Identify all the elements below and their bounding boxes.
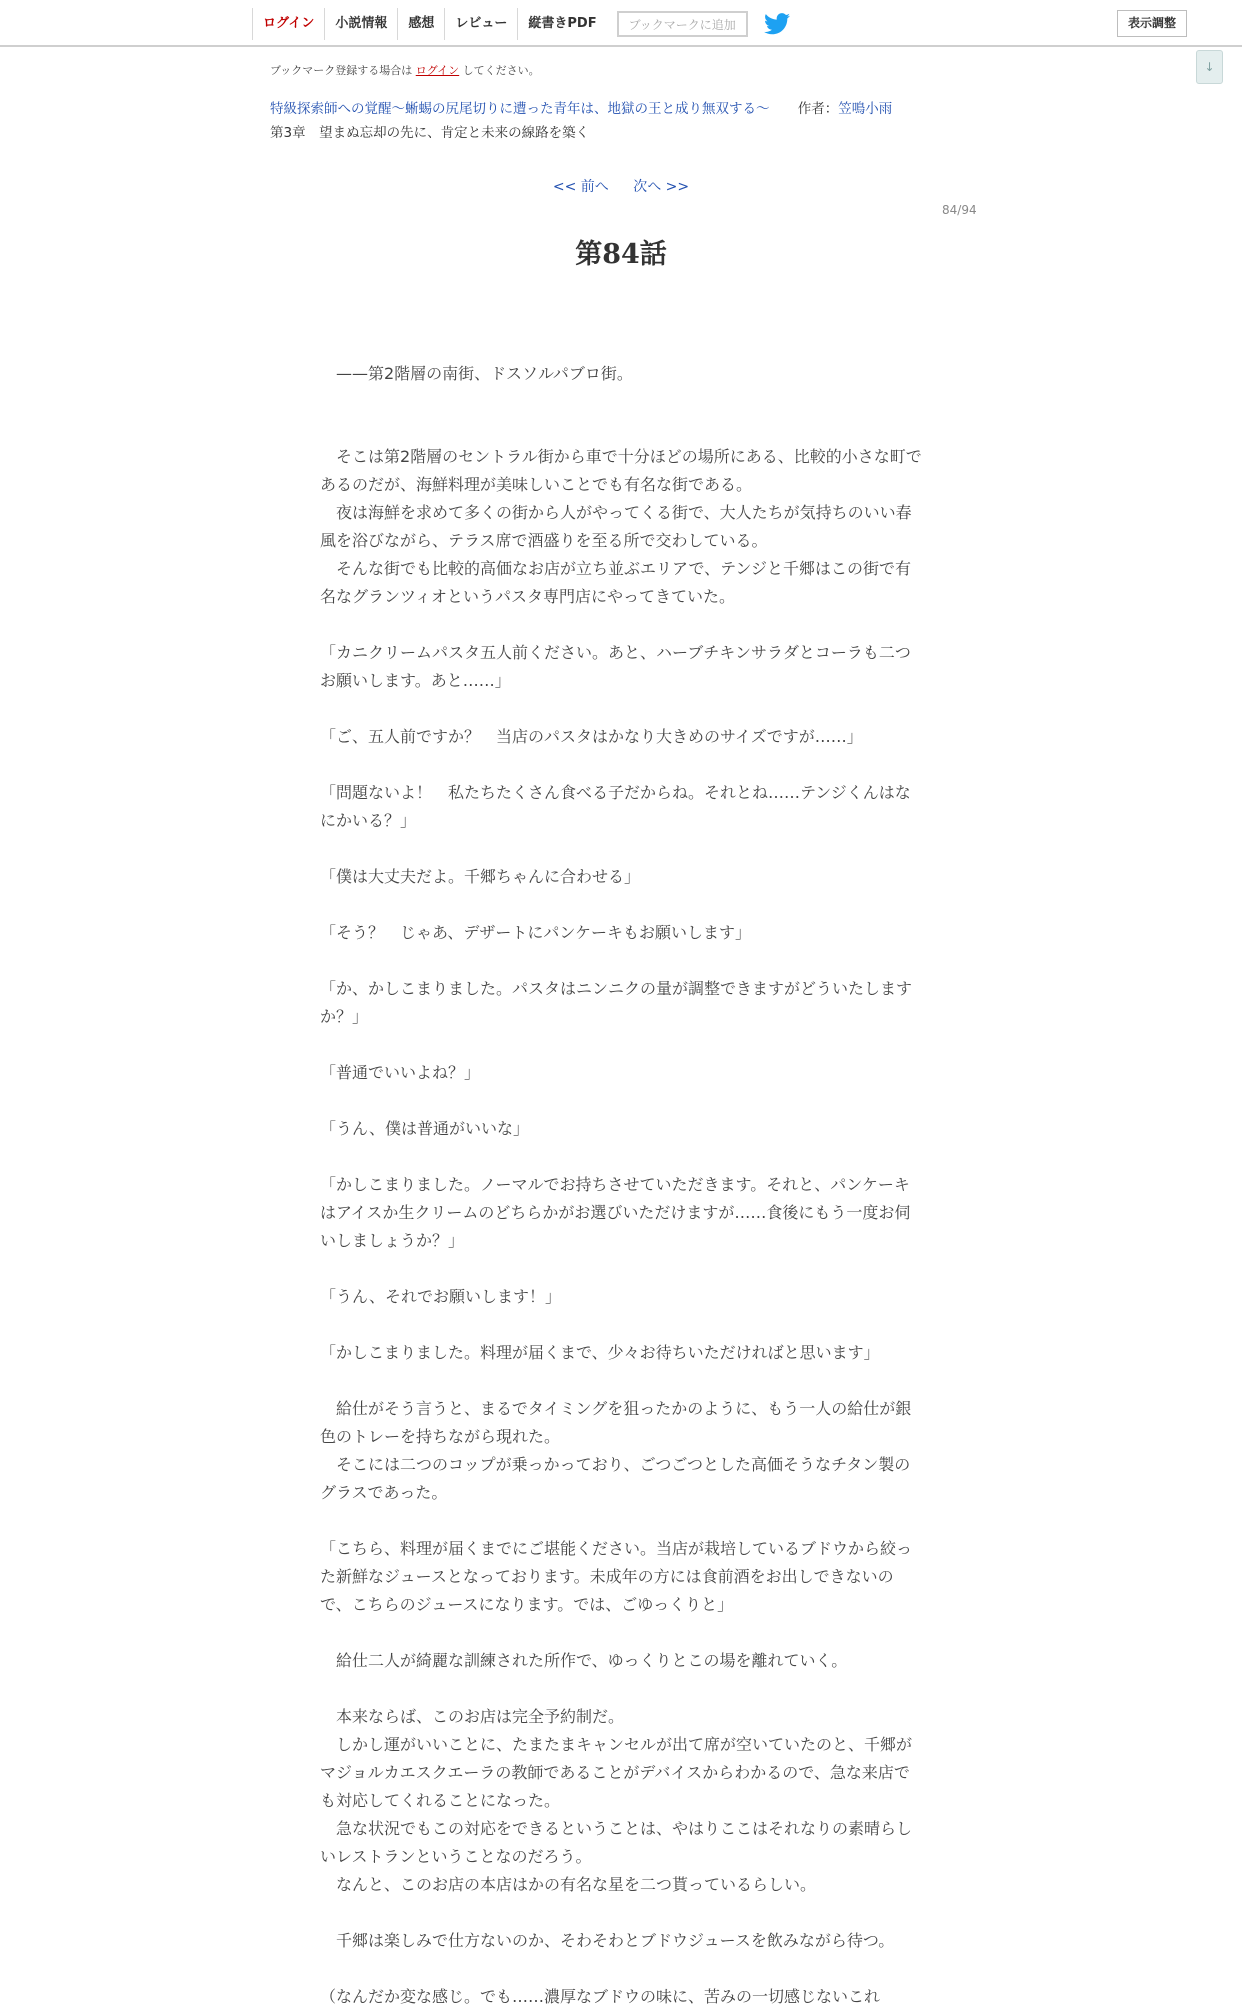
bookmark-notice-login-link[interactable]: ログイン [415, 64, 460, 77]
chapter-title: 第3章 望まぬ忘却の先に、肯定と未来の線路を築く [270, 125, 590, 141]
scroll-down-button[interactable] [1196, 50, 1223, 84]
body-line: 「か、かしこまりました。パスタはニンニクの量が調整できますがどういたします [320, 979, 913, 998]
nav-review[interactable]: レビュー [445, 8, 518, 40]
body-line: 「そう？ じゃあ、デザートにパンケーキもお願いします」 [320, 923, 752, 942]
body-line: いしましょうか？」 [320, 1231, 465, 1250]
body-line: 夜は海鮮を求めて多くの街から人がやってくる街で、大人たちが気持ちのいい春 [320, 503, 912, 522]
bookmark-notice-after: してください。 [459, 64, 540, 77]
body-line: にかいる？」 [320, 811, 417, 830]
body-line: 「こちら、料理が届くまでにご堪能ください。当店が栽培しているブドウから絞っ [320, 1539, 913, 1558]
body-line: 「ご、五人前ですか？ 当店のパスタはかなり大きめのサイズですが……」 [320, 727, 863, 746]
body-line: 「かしこまりました。料理が届くまで、少々お待ちいただければと思います」 [320, 1343, 880, 1362]
bookmark-notice-before: ブックマーク登録する場合は [270, 64, 416, 77]
novel-title-link[interactable]: 特級探索師への覚醒～蜥蜴の尻尾切りに遭った青年は、地獄の王と成り無双する～ [270, 101, 770, 117]
body-line: 「うん、それでお願いします！」 [320, 1287, 561, 1306]
novel-title-row [270, 97, 892, 117]
author-label: 作者： [797, 101, 839, 117]
nav-vertical-pdf[interactable]: 縦書きPDF [528, 16, 597, 31]
body-line: そんな街でも比較的高価なお店が立ち並ぶエリアで、テンジと千郷はこの街で有 [320, 559, 911, 578]
body-line: はアイスか生クリームのどちらかがお選びいただけますが……食後にもう一度お伺 [320, 1203, 911, 1222]
body-line: 「問題ないよ！ 私たちたくさん食べる子だからね。それとね……テンジくんはな [320, 783, 911, 802]
body-line: ——第2階層の南街、ドスソルパブロ街。 [320, 364, 633, 383]
body-line: マジョルカエスクエーラの教師であることがデバイスからわかるので、急な来店で [320, 1763, 910, 1782]
body-line: そこは第2階層のセントラル街から車で十分ほどの場所にある、比較的小さな町で [320, 447, 922, 466]
body-line: お願いします。あと……」 [320, 671, 511, 690]
nav-impressions[interactable]: 感想 [398, 8, 445, 40]
body-line: 名なグランツィオというパスタ専門店にやってきていた。 [320, 587, 736, 606]
prev-link[interactable]: << 前へ [552, 179, 609, 195]
header-nav [252, 8, 790, 40]
body-line: グラスであった。 [320, 1483, 448, 1502]
page-count: 84/94 [942, 203, 977, 217]
bookmark-add-button[interactable]: ブックマークに追加 [617, 11, 748, 37]
body-line: 風を浴びながら、テラス席で酒盛りを至る所で交わしている。 [320, 531, 768, 550]
body-line: で、こちらのジュースになります。では、ごゆっくりと」 [320, 1595, 734, 1614]
twitter-icon[interactable] [764, 13, 790, 35]
body-line: 「カニクリームパスタ五人前ください。あと、ハーブチキンサラダとコーラも二つ [320, 643, 911, 662]
body-line: も対応してくれることになった。 [320, 1791, 561, 1810]
body-line: 千郷は楽しみで仕方ないのか、そわそわとブドウジュースを飲みながら待つ。 [320, 1931, 895, 1950]
body-line: 「僕は大丈夫だよ。千郷ちゃんに合わせる」 [320, 867, 641, 886]
top-header [0, 0, 1242, 47]
body-line: 「うん、僕は普通がいいな」 [320, 1119, 529, 1138]
body-line: 給仕がそう言うと、まるでタイミングを狙ったかのように、もう一人の給仕が銀 [320, 1399, 912, 1418]
body-line: 「普通でいいよね？」 [320, 1063, 481, 1082]
body-line: 急な状況でもこの対応をできるということは、やはりここはそれなりの素晴らし [320, 1819, 913, 1838]
body-line: 給仕二人が綺麗な訓練された所作で、ゆっくりとこの場を離れていく。 [320, 1651, 848, 1670]
body-line: （なんだか変な感じ。でも……濃厚なブドウの味に、苦みの一切感じないこれ [320, 1987, 881, 2006]
body-line: た新鮮なジュースとなっております。未成年の方には食前酒をお出しできないの [320, 1567, 894, 1586]
body-line: 本来ならば、このお店は完全予約制だ。 [320, 1707, 625, 1726]
bookmark-notice [270, 62, 540, 78]
next-link[interactable]: 次へ >> [633, 179, 690, 195]
nav-login[interactable]: ログイン [252, 8, 325, 40]
body-line: しかし運がいいことに、たまたまキャンセルが出て席が空いていたのと、千郷が [320, 1735, 913, 1754]
body-line: あるのだが、海鮮料理が美味しいことでも有名な街である。 [320, 475, 753, 494]
nav-novel-info[interactable]: 小説情報 [325, 8, 398, 40]
episode-title: 第84話 [575, 239, 667, 270]
pager [0, 176, 1242, 196]
body-line: 「かしこまりました。ノーマルでお持ちさせていただきます。それと、パンケーキ [320, 1175, 910, 1194]
body-line: なんと、このお店の本店はかの有名な星を二つ貰っているらしい。 [320, 1875, 817, 1894]
arrow-down-icon: ↓ [1204, 60, 1215, 74]
body-line: いレストランということなのだろう。 [320, 1847, 592, 1866]
body-line: そこには二つのコップが乗っかっており、ごつごつとした高価そうなチタン製の [320, 1455, 911, 1474]
author-link[interactable]: 笠鳴小雨 [838, 101, 893, 117]
body-line: 色のトレーを持ちながら現れた。 [320, 1427, 561, 1446]
display-settings-button[interactable]: 表示調整 [1117, 10, 1187, 37]
body-line: か？」 [320, 1007, 369, 1026]
